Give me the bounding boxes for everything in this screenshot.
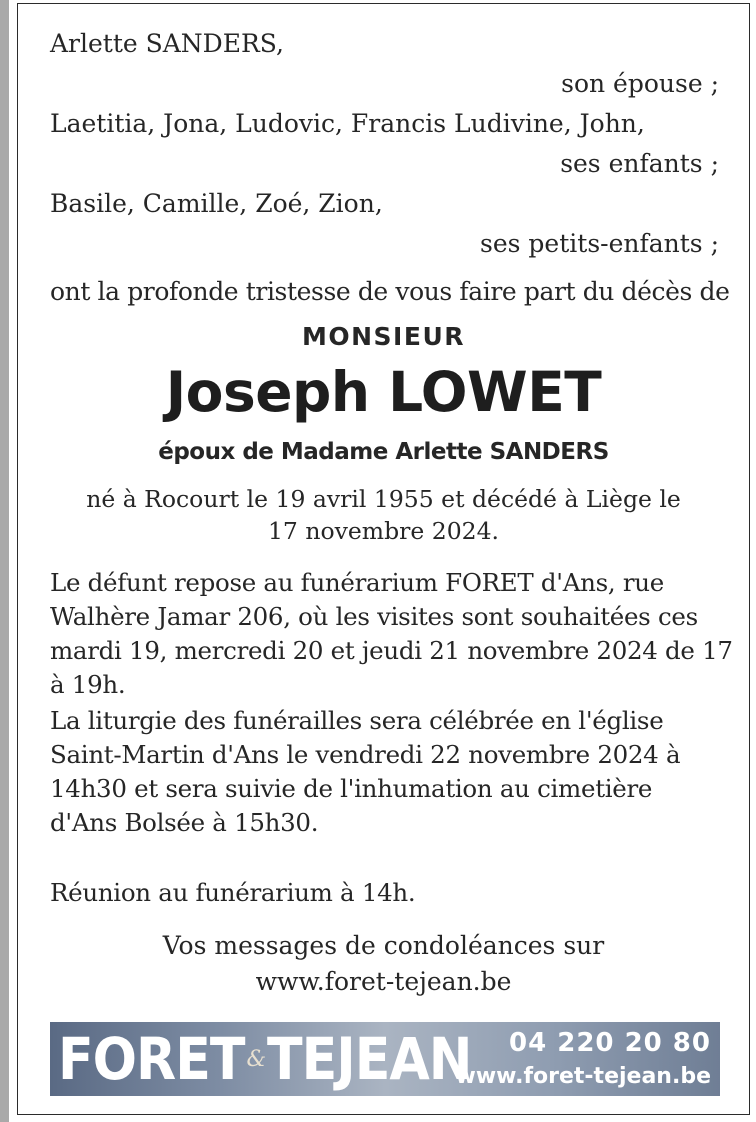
liturgy-line: La liturgie des funérailles sera célébrée en l'église — [50, 706, 664, 735]
family-children-names: Laetitia, Jona, Ludovic, Francis Ludivine, John, — [50, 109, 645, 138]
banner-website[interactable]: www.foret-tejean.be — [455, 1064, 711, 1089]
condolences-text: Vos messages de condoléances sur — [162, 931, 605, 960]
birth-death-line-1: né à Rocourt le 19 avril 1955 et décédé à Liège le — [86, 485, 681, 513]
banner-phone: 04 220 20 80 — [509, 1028, 711, 1058]
details-line: Walhère Jamar 206, où les visites sont souhaitées ces — [50, 602, 698, 631]
deceased-name: Joseph LOWET — [165, 360, 602, 424]
left-edge-strip — [0, 0, 9, 1122]
liturgy-line: d'Ans Bolsée à 15h30. — [50, 808, 319, 837]
funeral-home-logo — [58, 1024, 471, 1094]
funeral-home-banner — [50, 1022, 720, 1096]
reunion-text: Réunion au funérarium à 14h. — [50, 878, 416, 907]
family-spouse-role: son épouse ; — [561, 69, 719, 98]
condolences-url[interactable]: www.foret-tejean.be — [255, 967, 512, 996]
birth-death-line-2: 17 novembre 2024. — [267, 517, 500, 545]
deceased-title: MONSIEUR — [302, 322, 465, 351]
family-grandchildren-names: Basile, Camille, Zoé, Zion, — [50, 189, 383, 218]
details-line: mardi 19, mercredi 20 et jeudi 21 novembre 2024 de 17 — [50, 636, 733, 665]
liturgy-line: Saint-Martin d'Ans le vendredi 22 novembre 2024 à — [50, 740, 681, 769]
logo-text-foret: FORET — [58, 1025, 245, 1093]
family-children-role: ses enfants ; — [560, 149, 719, 178]
deceased-spouse: époux de Madame Arlette SANDERS — [158, 439, 609, 465]
family-spouse-name: Arlette SANDERS, — [50, 29, 284, 58]
announcement-text: ont la profonde tristesse de vous faire part du décès de — [50, 277, 730, 306]
details-line: à 19h. — [50, 670, 126, 699]
family-grandchildren-role: ses petits-enfants ; — [480, 229, 719, 258]
logo-text-tejean: TEJEAN — [267, 1025, 472, 1093]
logo-ampersand: & — [246, 1046, 266, 1072]
liturgy-line: 14h30 et sera suivie de l'inhumation au cimetière — [50, 774, 653, 803]
details-line: Le défunt repose au funérarium FORET d'Ans, rue — [50, 568, 664, 597]
